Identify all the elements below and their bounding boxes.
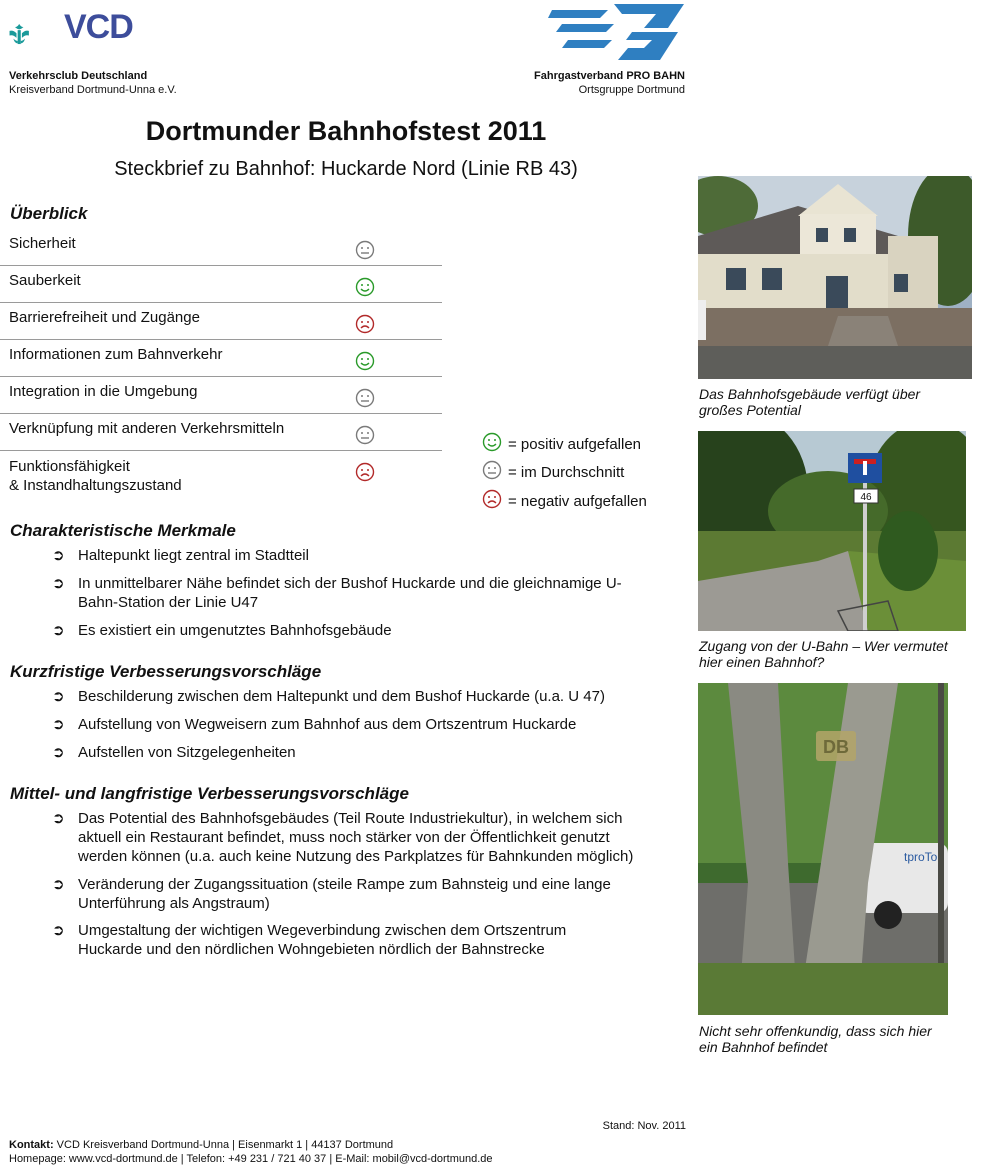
list-item-text: Beschilderung zwischen dem Haltepunkt und dem Bushof Huckarde (u.a. U 47) (78, 688, 605, 705)
left-org-subname: Kreisverband Dortmund-Unna e.V. (9, 84, 177, 96)
overview-row-label (9, 382, 197, 401)
smiley-negative-icon (482, 489, 502, 509)
list-item-text: Es existiert ein umgenutztes Bahnhofsgebäude (78, 622, 392, 639)
lang-heading: Mittel- und langfristige Verbesserungsvorschläge (10, 784, 409, 803)
caption-text: Das Bahnhofsgebäude verfügt über (699, 386, 921, 402)
homepage-text: Homepage: www.vcd-dortmund.de | Telefon: +49 231 / 721 40 37 | E-Mail: mobil@vcd-dortmund.de (9, 1153, 493, 1165)
kontakt-label: Kontakt: (9, 1139, 54, 1151)
right-org-name: Fahrgastverband PRO BAHN (534, 70, 685, 82)
overview-row-label-text: Sauberkeit (9, 272, 81, 289)
smiley-negative-icon (355, 314, 375, 334)
right-organization (500, 69, 685, 97)
list-item-text: Aufstellen von Sitzgelegenheiten (78, 744, 296, 761)
overview-heading: Überblick (10, 204, 88, 223)
overview-row-label (9, 457, 182, 495)
overview-row-label-text: Verknüpfung mit anderen Verkehrsmitteln (9, 420, 285, 437)
caption-text: großes Potential (699, 402, 801, 418)
arrow-bullet-icon: ➲ (52, 688, 65, 705)
merkmale-heading: Charakteristische Merkmale (10, 521, 236, 540)
overview-row-label (9, 345, 222, 364)
kontakt-text: VCD Kreisverband Dortmund-Unna | Eisenmarkt 1 | 44137 Dortmund (53, 1139, 394, 1151)
smiley-negative-icon (355, 462, 375, 482)
smiley-neutral-icon (355, 425, 375, 445)
arrow-bullet-icon: ➲ (52, 575, 65, 592)
overview-row-label-text: Barrierefreiheit und Zugänge (9, 309, 200, 326)
van-text: tproTo (904, 850, 938, 864)
row-divider (0, 450, 442, 451)
legend-positive-label: = positiv aufgefallen (508, 436, 642, 453)
pro-bahn-logo (548, 2, 688, 62)
overview-row-label-text: Funktionsfähigkeit (9, 458, 130, 475)
stand-date: Stand: Nov. 2011 (602, 1120, 686, 1132)
list-item-text: Das Potential des Bahnhofsgebäudes (Teil Route Industriekultur), in welchem sich (78, 810, 623, 827)
legend-negative-label: = negativ aufgefallen (508, 493, 647, 510)
arrow-bullet-icon: ➲ (52, 810, 65, 827)
row-divider (0, 302, 442, 303)
arrow-bullet-icon: ➲ (52, 547, 65, 564)
list-item-text: Huckarde und den nördlichen Wohngebieten nördlich der Bahnstrecke (78, 941, 545, 958)
row-divider (0, 339, 442, 340)
page-title: Dortmunder Bahnhofstest 2011 (145, 116, 547, 146)
caption-text: hier einen Bahnhof? (699, 654, 825, 670)
smiley-positive-icon (355, 351, 375, 371)
legend-neutral-label: = im Durchschnitt (508, 464, 625, 481)
caption-access (699, 638, 999, 670)
overview-row-label-text: Integration in die Umgebung (9, 383, 198, 400)
overview-row-label (9, 419, 284, 438)
station-building-photo (698, 176, 972, 379)
access-path-photo (698, 431, 966, 631)
overview-row-label (9, 234, 76, 253)
vcd-logo (8, 6, 66, 62)
arrow-bullet-icon: ➲ (52, 876, 65, 893)
page-subtitle: Steckbrief zu Bahnhof: Huckarde Nord (Linie RB 43) (114, 158, 578, 180)
kurz-heading: Kurzfristige Verbesserungsvorschläge (10, 662, 322, 681)
row-divider (0, 376, 442, 377)
list-item-text: werden können (u.a. auch keine Nutzung des Parkplatzes für Bahnkunden möglich) (78, 848, 634, 865)
overview-row-label-text: Sicherheit (9, 235, 76, 252)
smiley-positive-icon (482, 432, 502, 452)
smiley-neutral-icon (355, 240, 375, 260)
arrow-bullet-icon: ➲ (52, 622, 65, 639)
sign-number: 46 (860, 492, 872, 503)
arrow-bullet-icon: ➲ (52, 922, 65, 939)
overview-row-label (9, 308, 200, 327)
list-item-text: aktuell ein Restaurant befindet, muss noch stärker von der Öffentlichkeit genutzt (78, 829, 610, 846)
list-item-text: Umgestaltung der wichtigen Wegeverbindung zwischen dem Ortszentrum (78, 922, 567, 939)
caption-hidden (699, 1023, 999, 1055)
row-divider (0, 265, 442, 266)
list-item-text: Aufstellung von Wegweisern zum Bahnhof aus dem Ortszentrum Huckarde (78, 716, 577, 733)
list-item-text: Bahn-Station der Linie U47 (78, 594, 259, 611)
db-sign-text: DB (823, 737, 849, 757)
overview-row-label-text: & Instandhaltungszustand (9, 477, 182, 494)
caption-text: ein Bahnhof befindet (699, 1039, 828, 1055)
caption-text: Zugang von der U-Bahn – Wer vermutet (699, 638, 948, 654)
hidden-sign-photo (698, 683, 948, 1015)
smiley-neutral-icon (482, 460, 502, 480)
overview-row-label-text: Informationen zum Bahnverkehr (9, 346, 223, 363)
footer-contact (9, 1138, 493, 1166)
arrow-bullet-icon: ➲ (52, 744, 65, 761)
left-org-name: Verkehrsclub Deutschland (9, 70, 148, 82)
left-organization (9, 69, 177, 97)
smiley-neutral-icon (355, 388, 375, 408)
row-divider (0, 413, 442, 414)
smiley-positive-icon (355, 277, 375, 297)
vcd-logo-text: VCD (64, 8, 133, 46)
right-org-subname: Ortsgruppe Dortmund (578, 84, 685, 96)
arrow-bullet-icon: ➲ (52, 716, 65, 733)
caption-text: Nicht sehr offenkundig, dass sich hier (699, 1023, 932, 1039)
list-item-text: Veränderung der Zugangssituation (steile Rampe zum Bahnsteig und eine lange (78, 876, 611, 893)
overview-row-label (9, 271, 81, 290)
list-item-text: In unmittelbarer Nähe befindet sich der Bushof Huckarde und die gleichnamige U- (78, 575, 622, 592)
list-item-text: Haltepunkt liegt zentral im Stadtteil (78, 547, 309, 564)
caption-building (699, 386, 999, 418)
list-item-text: Unterführung als Angstraum) (78, 895, 270, 912)
